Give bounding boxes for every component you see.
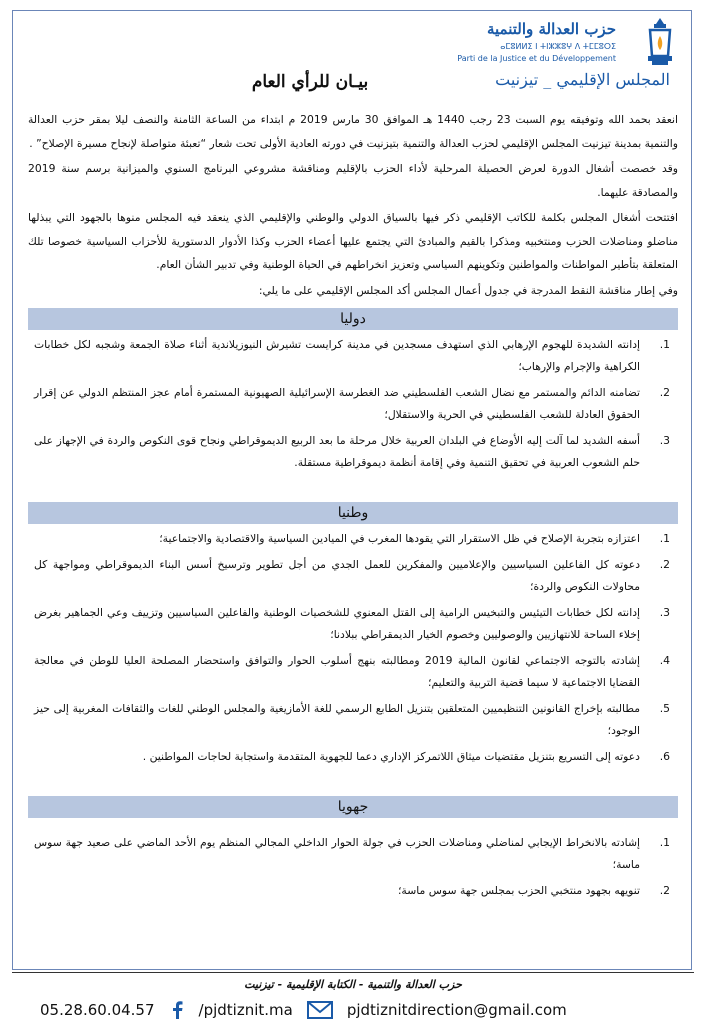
section-heading-international: دوليا [28,308,678,330]
item-text: إشادته بالانخراط الإيجابي لمناضلي ومناضلات الحزب في جولة الحوار الداخلي المجالي المنظم يوم الأحد الماضي على صعيد جهة سوس ماسة؛ [34,836,640,871]
item-number: 2. [659,558,670,571]
intro-paragraph: وفي إطار مناقشة النقط المدرجة في جدول أعمال المجلس أكد المجلس الإقليمي على ما يلي: [258,283,678,297]
item-number: 2. [659,386,670,399]
footer-contacts [40,998,680,1022]
section-heading-national: وطنيا [28,502,678,524]
item-text: مطالبته بإخراج القانونين التنظيميين المتعلقين بتنزيل الطابع الرسمي للغة الأمازيغية والمجلس الوطني للغات والثقافات المغربية إلى حيز الوجود؛ [34,702,640,737]
item-number: 2. [659,884,670,897]
intro-paragraph: وقد خصصت أشغال الدورة لعرض الحصيلة المرحلية لأداء الحزب بالإقليم ومناقشة مشروعي البرنامج السنوي والميزانية برسم سنة 2019 والمصادقة عليهما. [28,162,678,199]
list-item [28,832,678,876]
item-text: إدانته الشديدة للهجوم الإرهابي الذي استهدف مسجدين في مدينة كرايست تشيرش النيوزيلاندية أثناء صلاة الجمعة وشجبه لكل خطابات الكراهية والإجرام والإرهاب؛ [34,338,640,373]
item-number: 1. [659,338,670,351]
item-number: 3. [659,434,670,447]
facebook-icon [169,1001,185,1019]
party-name: حزب العدالة والتنمية [486,20,616,38]
statement-body [28,108,678,906]
list-item [28,334,678,378]
item-number: 3. [659,606,670,619]
item-number: 1. [659,532,670,545]
list-item [28,746,678,768]
regional-list [28,832,678,902]
item-text: أسفه الشديد لما آلت إليه الأوضاع في البلدان العربية خلال مرحلة ما بعد الربيع الديموقراطي ونجاح قوى النكوص والردة في الإجهاز على حلم الشعوب العربية في تحقيق التنمية وفي إقامة أنظمة ديموقراطية مستقلة. [34,434,640,469]
document-title: بيـان للرأي العام [251,72,369,92]
footer-email: pjdtiznitdirection@gmail.com [346,1001,567,1019]
footer-org-line: حزب العدالة والتنمية - الكتابة الإقليمية - تيزنيت [244,978,462,991]
footer-divider [12,972,694,973]
envelope-icon [307,1001,333,1019]
international-list [28,334,678,474]
item-text: تنويهه بجهود منتخبي الحزب بمجلس جهة سوس ماسة؛ [397,884,640,897]
list-item [28,382,678,426]
party-name-tifinagh: ⴰⵎⵓⵍⵍⵉ ⵏ ⵜⵏⵣⵣⵓⵖ ⴷ ⵜⵎⵎⵓⵔⵉ [500,42,616,51]
section-heading-regional: جهويا [28,796,678,818]
list-item [28,880,678,902]
item-text: إشادته بالتوجه الاجتماعي لقانون المالية 2019 ومطالبته بنهج أسلوب الحوار والتوافق واستحضار المصلحة العليا للوطن في معالجة القضايا الاجتماعية لا سيما قضية التربية والتعليم؛ [34,654,640,689]
list-item [28,554,678,598]
list-item [28,698,678,742]
item-number: 4. [659,654,670,667]
item-text: دعوته إلى التسريع بتنزيل مقتضيات ميثاق اللاتمركز الإداري دعما للجهوية المتقدمة واستجابة لحاجات المواطنين . [142,750,640,763]
intro-paragraph: افتتحت أشغال المجلس بكلمة للكاتب الإقليمي ذكر فيها بالسياق الدولي والوطني والإقليمي الذي ينعقد فيه المجلس منوها بالجهود التي يبذلها مناضلو ومناضلات الحزب ومنتخبيه ومذكرا بالقيم والمبادئ التي يجتمع عليها أعضاء الحزب وكذا الأدوار الدستورية للأحزاب السياسية خصوصا تلك المتعلقة بتأطير المواطنات والمواطنين وتكوينهم السياسي وتعزيز انخراطهم في الحياة الوطنية وفي تدبير الشأن العام. [28,211,678,271]
item-text: تضامنه الدائم والمستمر مع نضال الشعب الفلسطيني ضد الغطرسة الإسرائيلية الصهيونية المستمرة أمام عجز المنتظم الدولي عن إقرار الحقوق العادلة للشعب الفلسطيني في الحرية والاستقلال؛ [34,386,640,421]
item-number: 5. [659,702,670,715]
item-number: 1. [659,836,670,849]
item-text: إدانته لكل خطابات التيئيس والتبخيس الرامية إلى القتل المعنوي للشخصيات الوطنية والفاعلين السياسيين وتزييف وعي الجماهير بغرض إخلاء الساحة للانتهازيين والوصوليين وخصوم الخيار الديمقراطي ببلادنا؛ [34,606,640,641]
item-number: 6. [659,750,670,763]
footer-facebook: /pjdtiznit.ma [198,1001,293,1019]
party-name-french: Parti de la Justice et du Développement [457,54,616,63]
item-text: دعوته كل الفاعلين السياسيين والإعلاميين والمفكرين للعمل الجدي من أجل تطوير وترسيخ أسس البناء الديموقراطي ومواجهة كل محاولات النكوص والردة؛ [34,558,640,593]
letterhead [0,0,706,100]
list-item [28,602,678,646]
item-text: اعتزازه بتجربة الإصلاح في ظل الاستقرار التي يقودها المغرب في الميادين السياسية والاقتصادية والاجتماعية؛ [159,532,640,545]
list-item [28,430,678,474]
footer-phone: 05.28.60.04.57 [40,1001,155,1019]
list-item [28,528,678,550]
list-item [28,650,678,694]
national-list [28,528,678,768]
council-name: المجلس الإقليمي _ تيزنيت [495,70,670,89]
intro-paragraph: انعقد بحمد الله وتوفيقه يوم السبت 23 رجب 1440 هـ الموافق 30 مارس 2019 م ابتداء من الساعة الثامنة والنصف ليلا بمقر حزب العدالة والتنمية بمدينة تيزنيت المجلس الإقليمي لحزب العدالة والتنمية بتيزنيت في دورته العادية الأولى تحت شعار “تعبئة متواصلة لإنجاح مسيرة الإصلاح” . [28,113,678,150]
lantern-logo-icon [640,16,680,68]
